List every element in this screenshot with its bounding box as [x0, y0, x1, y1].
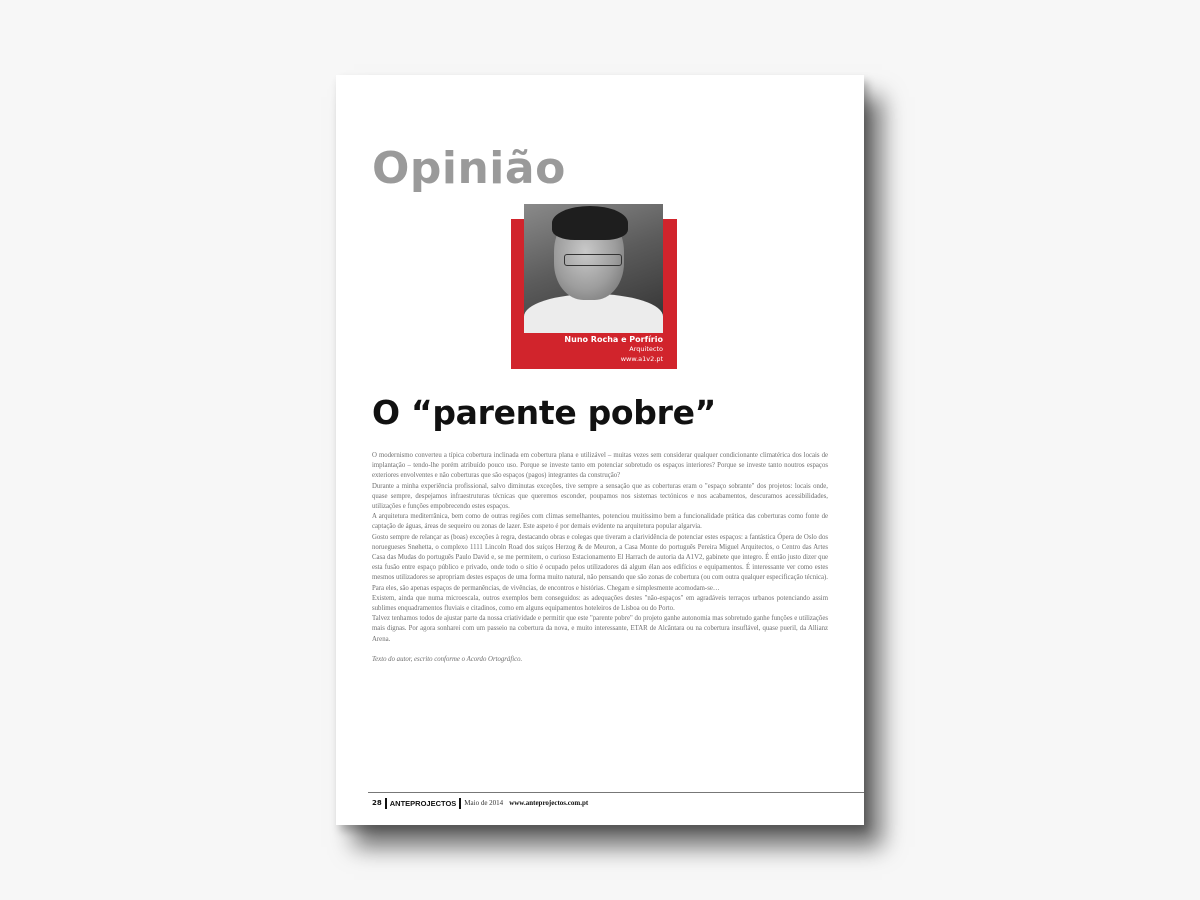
article-body [372, 451, 828, 665]
magazine-name: ANTEPROJECTOS [389, 798, 457, 808]
article-paragraph: Talvez tenhamos todos de ajustar parte da nossa criatividade e permitir que este "parente pobre" do projeto ganhe autonomia mas sobretudo ganhe funções e utilizações mais dignas. Por agora sonharei com um passeio na cobertura da nova, e muito interessante, ETAR de Alcântara ou na cobertura insuflável, quase pueril, da Allianz Arena. [372, 615, 828, 643]
article-paragraph: Durante a minha experiência profissional, salvo diminutas exceções, tive sempre a sensação que as coberturas eram o "espaço sobrante" dos projetos: locais onde, quase sempre, despejamos infraestruturas técnicas que queremos esconder, poupamos nos sistemas tectónicos e nos acabamentos, descuramos acessibilidades, utilizações e funções empobrecendo estes espaços. [372, 482, 828, 511]
author-name: Nuno Rocha e Porfírio [564, 335, 663, 344]
author-caption [524, 334, 663, 364]
author-photo [524, 204, 663, 333]
article-headline: O “parente pobre” [372, 393, 717, 432]
photo-hair [552, 206, 628, 240]
footer-divider [368, 792, 864, 793]
article-paragraph: Existem, ainda que numa microescala, outros exemplos bem conseguidos: as adequações destes "não-espaços" em agradáveis terraços urbanos potenciando assim sublimes enquadramentos fluviais e citadinos, como em alguns equipamentos hoteleiros de Lisboa ou do Porto. [372, 594, 828, 613]
footer-separator [459, 798, 461, 809]
author-note: Texto do autor, escrito conforme o Acordo Ortográfico. [372, 655, 523, 663]
author-role: Arquitecto [629, 345, 663, 353]
article-paragraph: A arquitetura mediterrânica, bem como de outras regiões com climas semelhantes, potenciou muitíssimo bem a funcionalidade prática das coberturas como fonte de captação de águas, áreas de sequeiro ou zonas de lazer. Este aspeto é por demais evidente na arquitetura popular algarvia. [372, 513, 828, 531]
issue-date: Maio de 2014 [464, 799, 504, 807]
article-paragraph: Gosto sempre de relançar as (boas) exceções à regra, destacando obras e colegas que tiveram a clarividência de potenciar estes espaços: a fantástica Ópera de Oslo dos noruegueses Snøhetta, o complexo 1111 Lincoln Road dos suíços Herzog & de Meuron, a Casa Monte do português Pereira Miguel Arquitectos, o Centro das Artes Casa das Mudas do português Paulo David e, se me permitem, o curioso Estacionamento El Harrach de autoria da A1V2, gabinete que integro. É então justo dizer que esta fusão entre espaço público e privado, onde todo o sítio é ocupado pelos utilizadores dá algum élan aos edifícios e equipamentos. É interessante ver como estes mesmos utilizadores se apropriam destes espaços de uma forma muito natural, não pensando que são zonas de cobertura (ou com outra qualquer especificação técnica). Para eles, são apenas espaços de permanências, de vivências, de encontros e histórias. Chegam e simplesmente acomodam-se… [372, 533, 828, 592]
article-paragraph: O modernismo converteu a típica cobertura inclinada em cobertura plana e utilizável – muitas vezes sem considerar qualquer condicionante climatérica dos locais de implantação – tendo-lhe porém atribuído pouco uso. Porque se investe tanto em potenciar sobretudo os espaços interiores? Porque se investe tanto noutros espaços exteriores envolventes e não coberturas que são espaços (pagos) integrantes da construção? [372, 452, 828, 480]
author-website: www.a1v2.pt [620, 355, 663, 363]
section-title: Opinião [372, 143, 566, 194]
page-footer [372, 796, 588, 810]
footer-separator [385, 798, 387, 809]
photo-glasses [564, 254, 622, 266]
magazine-page [336, 75, 864, 825]
page-number: 28 [372, 799, 382, 807]
magazine-url[interactable]: www.anteprojectos.com.pt [509, 799, 589, 807]
